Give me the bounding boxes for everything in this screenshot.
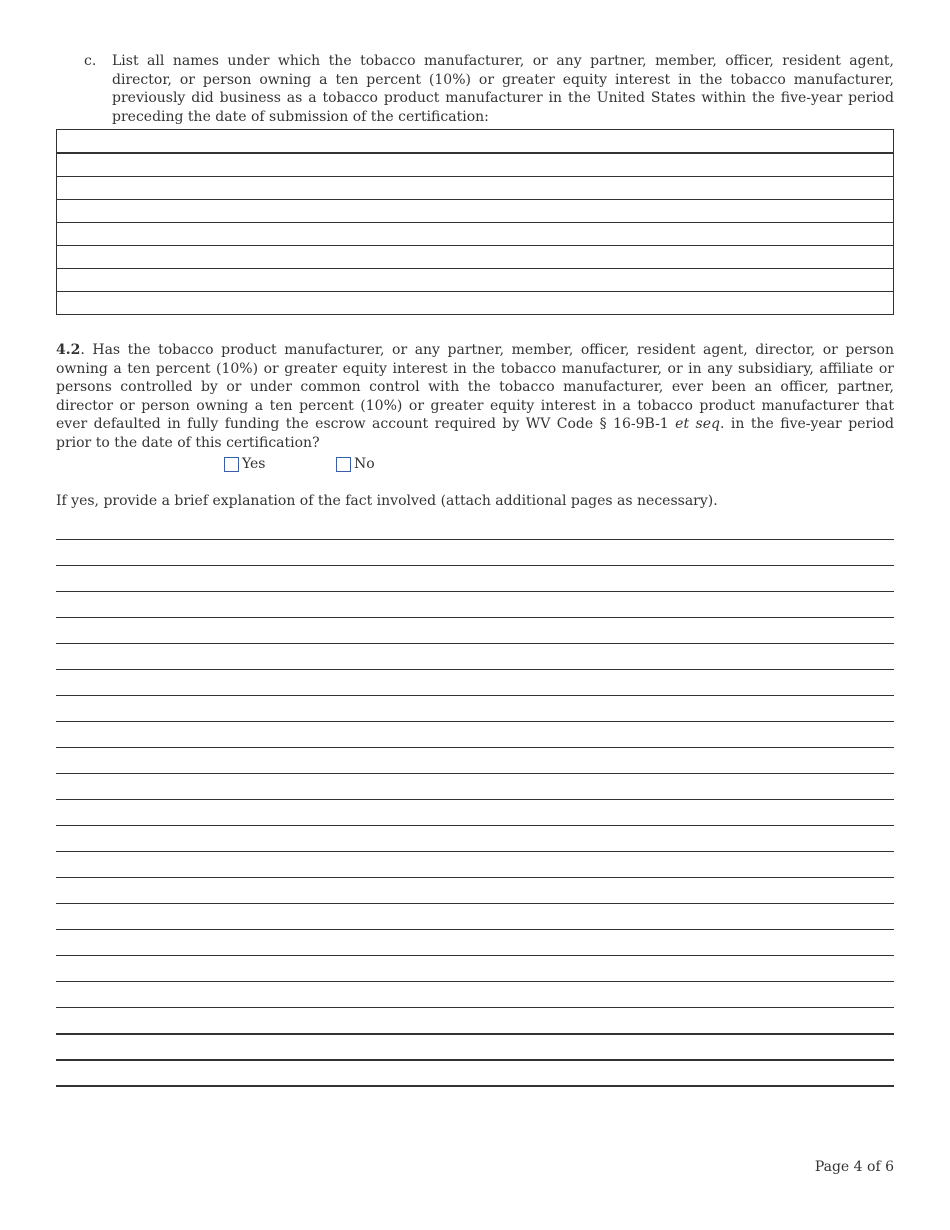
- question-number: 4.2: [56, 342, 81, 358]
- name-entry-cell[interactable]: [57, 269, 894, 292]
- name-entry-cell[interactable]: [57, 246, 894, 269]
- explanation-prompt: If yes, provide a brief explanation of the fact involved (attach additional pages as necessary).: [56, 493, 718, 509]
- answer-line[interactable]: [56, 955, 894, 956]
- answer-line[interactable]: [56, 721, 894, 722]
- no-label: No: [354, 456, 375, 472]
- name-entry-cell[interactable]: [57, 200, 894, 223]
- name-entry-cell[interactable]: [57, 177, 894, 200]
- answer-line[interactable]: [56, 903, 894, 904]
- item-c-text: List all names under which the tobacco manufacturer, or any partner, member, officer, resident agent, director, or person owning a ten percent (10%) or greater equity interest in the tobacco manufacturer, previously did business as a tobacco product manufacturer in the United States within the five-year period preceding the date of submission of the certification:: [112, 53, 894, 125]
- question-text-italic: et seq: [675, 416, 720, 432]
- page-number: Page 4 of 6: [814, 1159, 894, 1175]
- question-4-2: [56, 341, 894, 452]
- name-entry-cell[interactable]: [57, 223, 894, 246]
- answer-line[interactable]: [56, 591, 894, 592]
- answer-line[interactable]: [56, 1033, 894, 1035]
- answer-line[interactable]: [56, 643, 894, 644]
- name-row: [57, 200, 894, 223]
- yes-label: Yes: [242, 456, 266, 472]
- answer-line[interactable]: [56, 539, 894, 540]
- answer-line[interactable]: [56, 1007, 894, 1008]
- answer-line[interactable]: [56, 617, 894, 618]
- name-row: [57, 246, 894, 269]
- no-checkbox[interactable]: [336, 457, 351, 472]
- previous-names-table: [56, 129, 894, 315]
- question-text: . Has the tobacco product manufacturer, or any partner, member, officer, resident agent, director, or person owning a ten percent (10%) or greater equity interest in the tobacco manufacturer, or in any subsidiary, affiliate or persons controlled by or under common control with the tobacco manufacturer, ever been an officer, partner, director or person owning a ten percent (10%) or greater equity interest in a tobacco product manufacturer that ever defaulted in fully funding the escrow account required by WV Code § 16-9B-1: [56, 342, 894, 432]
- item-c-marker: c.: [84, 53, 97, 69]
- answer-line[interactable]: [56, 981, 894, 982]
- answer-line[interactable]: [56, 747, 894, 748]
- answer-line[interactable]: [56, 669, 894, 670]
- name-row: [57, 130, 894, 154]
- item-c: [84, 52, 894, 126]
- no-option[interactable]: [336, 452, 375, 472]
- name-row: [57, 153, 894, 177]
- name-row: [57, 223, 894, 246]
- name-entry-cell[interactable]: [57, 130, 894, 154]
- answer-line[interactable]: [56, 851, 894, 852]
- answer-line[interactable]: [56, 825, 894, 826]
- name-row: [57, 269, 894, 292]
- name-entry-cell[interactable]: [57, 153, 894, 177]
- answer-line[interactable]: [56, 773, 894, 774]
- answer-line[interactable]: [56, 929, 894, 930]
- name-entry-cell[interactable]: [57, 292, 894, 315]
- answer-line[interactable]: [56, 877, 894, 878]
- name-row: [57, 177, 894, 200]
- answer-line[interactable]: [56, 695, 894, 696]
- answer-line[interactable]: [56, 799, 894, 800]
- answer-line[interactable]: [56, 1059, 894, 1061]
- answer-line[interactable]: [56, 565, 894, 566]
- yes-checkbox[interactable]: [224, 457, 239, 472]
- question-text-end: . in the five-year period prior to the date of this certification?: [56, 416, 894, 451]
- answer-line[interactable]: [56, 1085, 894, 1087]
- name-row: [57, 292, 894, 315]
- yes-option[interactable]: [224, 452, 266, 472]
